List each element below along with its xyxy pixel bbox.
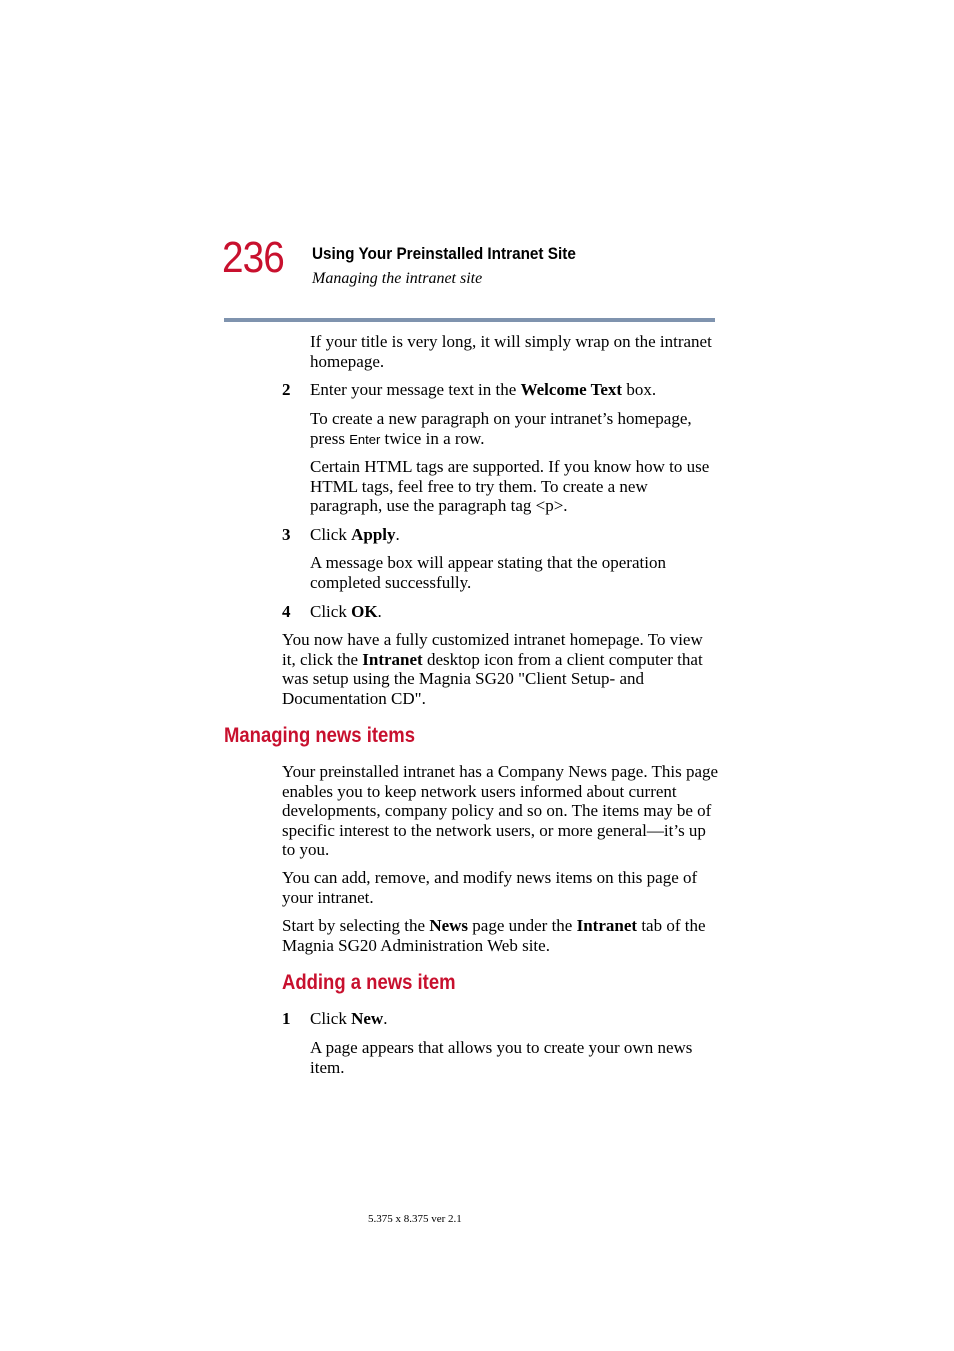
- news-label: News: [429, 916, 469, 935]
- heading-managing-news-items: Managing news items: [224, 724, 416, 747]
- step-number: 2: [282, 380, 291, 399]
- welcome-text-label: Welcome Text: [520, 380, 623, 399]
- step-number: 3: [282, 525, 291, 544]
- paragraph-start: Start by selecting the News page under the Intranet tab of the Magnia SG20 Administration Web site.: [282, 916, 706, 955]
- enter-key: Enter: [349, 431, 381, 447]
- chapter-title: Using Your Preinstalled Intranet Site: [312, 244, 576, 263]
- paragraph-message-box: A message box will appear stating that the operation completed successfully.: [310, 553, 666, 592]
- paragraph-new-paragraph: To create a new paragraph on your intranet’s homepage, press Enter twice in a row.: [310, 409, 692, 448]
- step-3-text: Click Apply.: [310, 525, 400, 544]
- intranet-tab-label: Intranet: [576, 916, 638, 935]
- paragraph-html-tags: Certain HTML tags are supported. If you know how to use HTML tags, feel free to try them. To create a new paragraph, use the paragraph tag <p>.: [310, 457, 710, 515]
- paragraph-page-appears: A page appears that allows you to create your own news item.: [310, 1038, 693, 1077]
- step-number: 1: [282, 1009, 291, 1028]
- section-subtitle: Managing the intranet site: [312, 270, 483, 287]
- step-4-text: Click OK.: [310, 602, 382, 621]
- paragraph-add-remove: You can add, remove, and modify news items on this page of your intranet.: [282, 868, 698, 907]
- paragraph-title-wrap: If your title is very long, it will simply wrap on the intranet homepage.: [310, 332, 712, 371]
- step-number: 4: [282, 602, 291, 621]
- new-label: New: [351, 1009, 384, 1028]
- heading-adding-news-item: Adding a news item: [282, 971, 456, 994]
- header-rule: [224, 318, 715, 322]
- footer-version: 5.375 x 8.375 ver 2.1: [368, 1213, 462, 1225]
- step-2-text: Enter your message text in the Welcome Text box.: [310, 380, 657, 399]
- page-number: 236: [222, 233, 284, 282]
- apply-label: Apply: [351, 525, 396, 544]
- paragraph-news-intro: Your preinstalled intranet has a Company News page. This page enables you to keep network users informed about current developments, company policy and so on. The items may be of specific interest to the network users, or more general—it’s up to you.: [282, 762, 719, 859]
- ok-label: OK: [351, 602, 378, 621]
- step-1-text: Click New.: [310, 1009, 388, 1028]
- paragraph-customized: You now have a fully customized intranet homepage. To view it, click the Intranet desktop icon from a client computer that was setup using the Magnia SG20 "Client Setup- and Documentation CD".: [282, 630, 703, 708]
- intranet-label: Intranet: [362, 649, 423, 669]
